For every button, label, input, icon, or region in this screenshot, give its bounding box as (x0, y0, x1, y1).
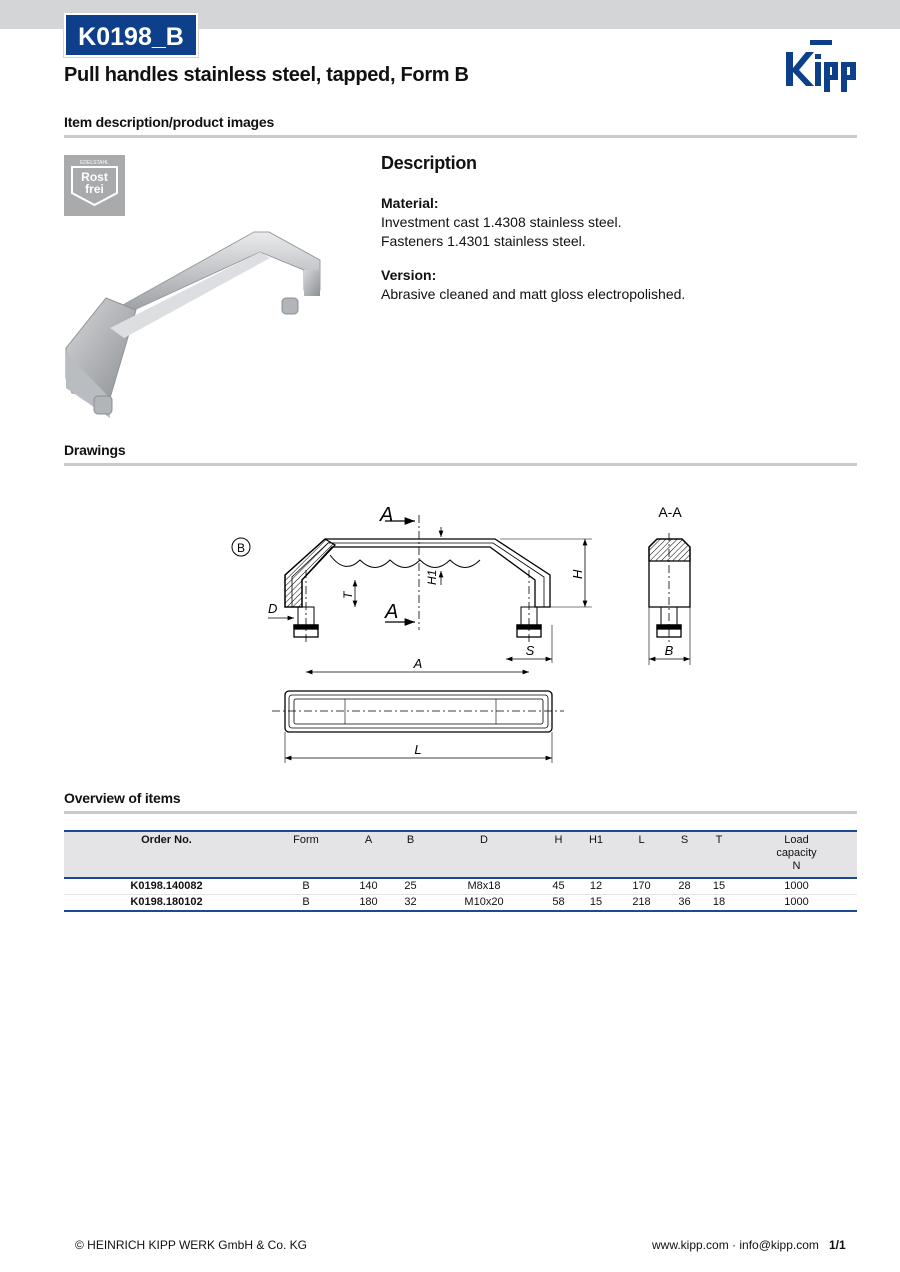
table-row (64, 895, 857, 912)
footer-page-number: 1/1 (829, 1238, 846, 1252)
cell-a: 180 (343, 895, 394, 912)
col-form: Form (293, 834, 319, 846)
col-b: B (406, 834, 415, 846)
label-a: A (413, 656, 423, 671)
cell-h1: 12 (576, 878, 616, 895)
version-text: Abrasive cleaned and matt gloss electropolished. (381, 286, 686, 302)
footer-copyright: © HEINRICH KIPP WERK GmbH & Co. KG (75, 1238, 307, 1252)
col-order-no: Order No. (141, 834, 192, 846)
badge-line2: Rost (81, 170, 108, 184)
col-a: A (364, 834, 373, 846)
items-table (64, 830, 857, 912)
footer-contact: www.kipp.com · info@kipp.com (652, 1238, 819, 1252)
cell-l: 170 (616, 878, 667, 895)
label-h1: H1 (425, 569, 439, 585)
version-label: Version: (381, 267, 437, 283)
cell-t: 15 (702, 878, 736, 895)
col-load-line3: N (792, 860, 801, 872)
cell-load: 1000 (736, 895, 857, 912)
label-section-a-bottom: A (385, 601, 399, 623)
cell-d: M10x20 (427, 895, 541, 912)
section-rule (64, 811, 857, 814)
material-line-1: Investment cast 1.4308 stainless steel. (381, 214, 622, 230)
cell-l: 218 (616, 895, 667, 912)
cell-s: 36 (667, 895, 702, 912)
table-header-row (64, 831, 857, 878)
section-heading-item-description: Item description/product images (64, 114, 275, 130)
label-section-view: A-A (658, 504, 682, 520)
col-h: H (554, 834, 563, 846)
cell-order-no: K0198.140082 (64, 878, 269, 895)
cell-s: 28 (667, 878, 702, 895)
cell-h: 45 (541, 878, 576, 895)
label-form: B (236, 541, 246, 555)
label-l: L (414, 742, 422, 757)
table-row (64, 878, 857, 895)
page-title: Pull handles stainless steel, tapped, Form B (64, 64, 469, 86)
cell-d: M8x18 (427, 878, 541, 895)
cell-h1: 15 (576, 895, 616, 912)
technical-drawing (0, 475, 900, 775)
label-t: T (341, 591, 355, 599)
label-h: H (570, 569, 585, 579)
item-code-badge: K0198_B (64, 13, 198, 57)
badge-line3: frei (85, 182, 104, 196)
cell-form: B (269, 895, 343, 912)
product-photo (64, 228, 326, 420)
description-heading: Description (381, 153, 477, 173)
kipp-logo (784, 38, 858, 92)
col-d: D (480, 834, 488, 846)
cell-load: 1000 (736, 878, 857, 895)
material-label: Material: (381, 195, 439, 211)
col-s: S (680, 834, 689, 846)
material-line-2: Fasteners 1.4301 stainless steel. (381, 233, 586, 249)
rostfrei-badge (64, 155, 125, 216)
label-s: S (525, 643, 535, 658)
section-heading-overview: Overview of items (64, 790, 181, 806)
section-heading-drawings: Drawings (64, 442, 126, 458)
cell-b: 32 (394, 895, 427, 912)
section-rule (64, 463, 857, 466)
label-d: D (268, 601, 278, 616)
col-l: L (638, 834, 645, 846)
col-load-line2: capacity (776, 847, 817, 859)
cell-form: B (269, 878, 343, 895)
cell-order-no: K0198.180102 (64, 895, 269, 912)
col-t: T (715, 834, 723, 846)
cell-h: 58 (541, 895, 576, 912)
section-rule (64, 135, 857, 138)
logo-text: Kipp (784, 38, 787, 39)
description-block (381, 153, 851, 319)
cell-b: 25 (394, 878, 427, 895)
col-load-line1: Load (784, 834, 809, 846)
badge-line1: EDELSTAHL (80, 160, 109, 166)
label-section-a-top: A (380, 504, 394, 526)
col-h1: H1 (588, 834, 604, 846)
cell-a: 140 (343, 878, 394, 895)
col-load-capacity (736, 831, 857, 878)
cell-t: 18 (702, 895, 736, 912)
label-b: B (664, 643, 674, 658)
